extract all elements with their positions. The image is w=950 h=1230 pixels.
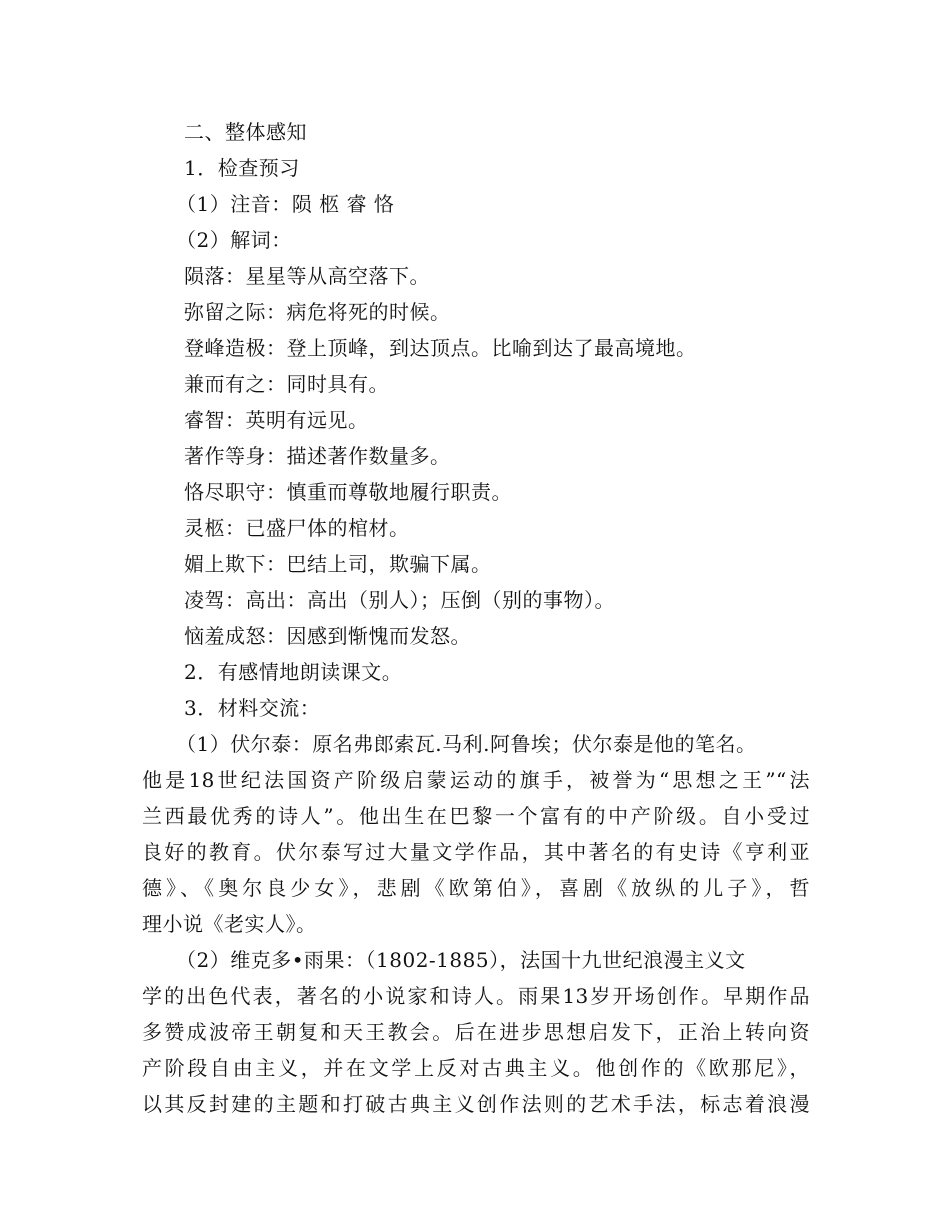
definition-item: 灵柩：已盛尸体的棺材。: [184, 516, 410, 540]
item-check-preview: 1．检查预习: [184, 156, 300, 180]
paragraph-hugo-line: 产阶段自由主义，并在文学上反对古典主义。他创作的《欧那尼》，: [142, 1056, 810, 1080]
definition-item: 恼羞成怒：因感到惭愧而发怒。: [184, 624, 471, 648]
definition-item: 弥留之际：病危将死的时候。: [184, 300, 451, 324]
paragraph-voltaire-line: 理小说《老实人》。: [142, 912, 317, 936]
definition-item: 登峰造极：登上顶峰，到达顶点。比喻到达了最高境地。: [184, 336, 697, 360]
paragraph-voltaire-line: 德》、《奥尔良少女》，悲剧《欧第伯》，喜剧《放纵的儿子》，哲: [142, 876, 810, 900]
paragraph-voltaire-line: （1）伏尔泰：原名弗郎索瓦.马利.阿鲁埃；伏尔泰是他的笔名。: [176, 732, 757, 756]
paragraph-voltaire-line: 良好的教育。伏尔泰写过大量文学作品，其中著名的有史诗《亨利亚: [142, 840, 810, 864]
definition-item: 恪尽职守：慎重而尊敬地履行职责。: [184, 480, 512, 504]
definition-item: 著作等身：描述著作数量多。: [184, 444, 451, 468]
item-pronunciation: （1）注音：陨 柩 睿 恪: [176, 192, 395, 216]
item-read-aloud: 2．有感情地朗读课文。: [184, 660, 403, 684]
section-heading: 二、整体感知: [184, 120, 307, 144]
item-word-explanation: （2）解词：: [176, 228, 292, 252]
definition-item: 凌驾：高出：高出（别人）；压倒（别的事物）。: [184, 588, 615, 612]
definition-item: 媚上欺下：巴结上司，欺骗下属。: [184, 552, 492, 576]
definition-item: 兼而有之：同时具有。: [184, 372, 389, 396]
paragraph-hugo-line: 以其反封建的主题和打破古典主义创作法则的艺术手法，标志着浪漫: [142, 1092, 810, 1116]
paragraph-hugo-line: 多赞成波帝王朝复和天王教会。后在进步思想启发下，正治上转向资: [142, 1020, 810, 1044]
item-material-exchange: 3．材料交流：: [184, 696, 321, 720]
paragraph-hugo-line: （2）维克多•雨果：（1802-1885），法国十九世纪浪漫主义文: [176, 948, 746, 972]
paragraph-hugo-line: 学的出色代表，著名的小说家和诗人。雨果13岁开场创作。早期作品: [142, 984, 810, 1008]
paragraph-voltaire-line: 兰西最优秀的诗人”。他出生在巴黎一个富有的中产阶级。自小受过: [142, 804, 810, 828]
definition-item: 睿智：英明有远见。: [184, 408, 369, 432]
definition-item: 陨落：星星等从高空落下。: [184, 264, 430, 288]
paragraph-voltaire-line: 他是18世纪法国资产阶级启蒙运动的旗手，被誉为“思想之王”“法: [142, 768, 810, 792]
